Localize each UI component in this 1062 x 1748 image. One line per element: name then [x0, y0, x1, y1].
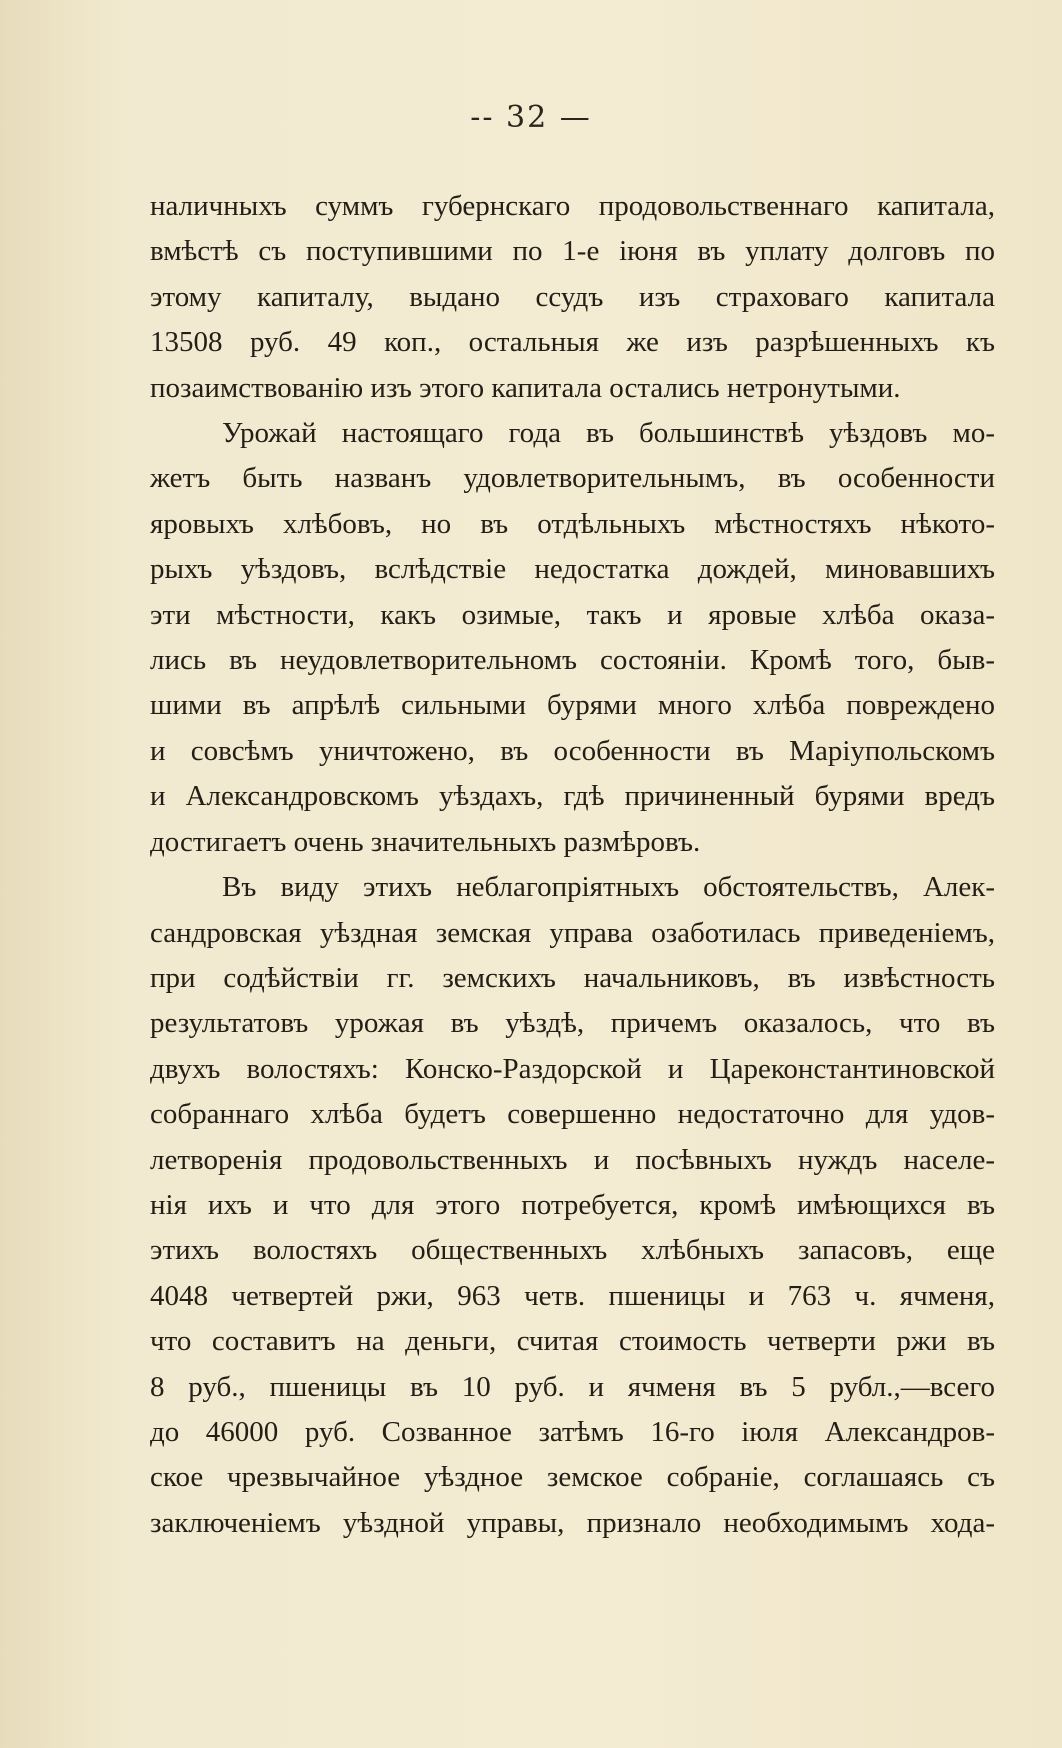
text-line: наличныхъ суммъ губернскаго продовольственнаго капитала,: [150, 190, 995, 222]
paragraph-1: [150, 184, 995, 411]
text-line: и Александровскомъ уѣздахъ, гдѣ причиненный бурями вредъ: [150, 780, 995, 813]
paragraph-2: [150, 411, 995, 865]
text-line: Въ виду этихъ неблагопріятныхъ обстоятельствъ, Алек-: [222, 871, 995, 904]
text-line: при содѣйствіи гг. земскихъ начальниковъ, въ извѣстность: [150, 961, 995, 994]
page-number: -- 32 —: [470, 100, 592, 135]
text-line: 4048 четвертей ржи, 963 четв. пшеницы и 763 ч. ячменя,: [150, 1279, 995, 1312]
text-line: эти мѣстности, какъ озимые, такъ и яровые хлѣба оказа-: [150, 598, 995, 631]
text-line: шими въ апрѣлѣ сильными бурями много хлѣба повреждено: [150, 689, 995, 722]
text-line: вмѣстѣ съ поступившими по 1-е іюня въ уплату долговъ по: [150, 235, 995, 268]
text-line: позаимствованію изъ этого капитала остались нетронутыми.: [150, 371, 901, 404]
text-line: сандровская уѣздная земская управа озаботилась приведеніемъ,: [150, 916, 995, 949]
text-line: 8 руб., пшеницы въ 10 руб. и ячменя въ 5 рубл.,—всего: [150, 1370, 995, 1403]
text-line: что составитъ на деньги, считая стоимость четверти ржи въ: [150, 1325, 995, 1358]
text-line: заключеніемъ уѣздной управы, признало необходимымъ хода-: [150, 1506, 995, 1539]
text-line: и совсѣмъ уничтожено, въ особенности въ Маріупольскомъ: [150, 734, 995, 767]
text-line: летворенія продовольственныхъ и посѣвныхъ нуждъ населе-: [150, 1143, 995, 1176]
text-line: ское чрезвычайное уѣздное земское собраніе, соглашаясь съ: [150, 1461, 995, 1494]
text-line: лись въ неудовлетворительномъ состояніи. Кромѣ того, быв-: [150, 644, 995, 677]
paragraph-3: [150, 865, 995, 1546]
text-line: нія ихъ и что для этого потребуется, кромѣ имѣющихся въ: [150, 1188, 995, 1221]
text-line: рыхъ уѣздовъ, вслѣдствіе недостатка дождей, миновавшихъ: [150, 553, 995, 586]
text-line: двухъ волостяхъ: Конско-Раздорской и Цареконстантиновской: [150, 1052, 995, 1085]
text-line: результатовъ урожая въ уѣздѣ, причемъ оказалось, что въ: [150, 1007, 995, 1040]
text-line: 13508 руб. 49 коп., остальныя же изъ разрѣшенныхъ къ: [150, 326, 995, 359]
text-line: достигаетъ очень значительныхъ размѣровъ.: [150, 825, 701, 858]
text-line: жетъ быть названъ удовлетворительнымъ, въ особенности: [150, 462, 995, 495]
text-line: этихъ волостяхъ общественныхъ хлѣбныхъ запасовъ, еще: [150, 1234, 995, 1267]
text-line: Урожай настоящаго года въ большинствѣ уѣздовъ мо-: [222, 417, 995, 450]
text-line: до 46000 руб. Созванное затѣмъ 16-го іюля Александров-: [150, 1415, 995, 1448]
body-text: [150, 184, 995, 1546]
text-line: яровыхъ хлѣбовъ, но въ отдѣльныхъ мѣстностяхъ нѣкото-: [150, 507, 995, 540]
text-line: этому капиталу, выдано ссудъ изъ страховаго капитала: [150, 280, 995, 313]
text-line: собраннаго хлѣба будетъ совершенно недостаточно для удов-: [150, 1098, 995, 1131]
